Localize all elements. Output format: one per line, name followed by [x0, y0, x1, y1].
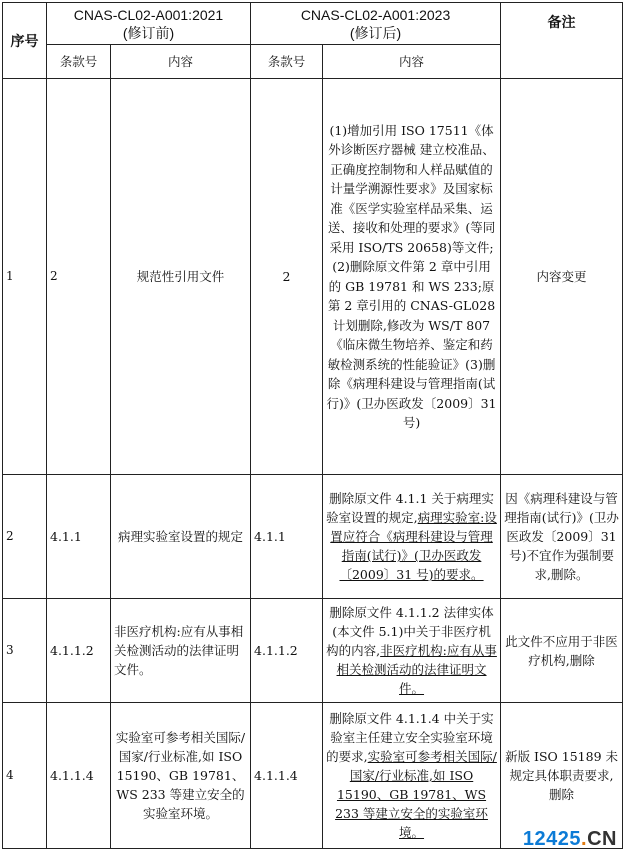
row1-new-clause: 2 — [251, 79, 323, 475]
watermark-suffix: CN — [587, 828, 617, 850]
revision-comparison-table — [2, 2, 623, 849]
row3-new-content — [323, 599, 501, 703]
old-version-title: CNAS-CL02-A001:2021 — [73, 6, 224, 23]
row3-seq: 3 — [3, 599, 47, 703]
row1-old-content: 规范性引用文件 — [111, 79, 251, 475]
row1-new-content: (1)增加引用 ISO 17511《体外诊断医疗器械 建立校准品、正确度控制物和人样品赋值的计量学溯源性要求》及国家标准《医学实验室样品采集、运送、接收和处理的要求》(等同采用 ISO/TS 20658)等文件;(2)删除原文件第 2 章中引用的 GB 19781 和 WS 233;原第 2 章引用的 CNAS-GL028 计划删除,修改为 WS/T 807《临床微生物培养、鉴定和药敏检测系统的性能验证》(3)删除《病理科建设与管理指南(试行)》(卫办医政发〔2009〕31 号) — [323, 79, 501, 475]
watermark-digits: 12425 — [522, 828, 582, 850]
row3-old-content: 非医疗机构:应有从事相关检测活动的法律证明文件。 — [111, 599, 251, 703]
row3-remark: 此文件不应用于非医疗机构,删除 — [501, 599, 623, 703]
watermark-dot: . — [581, 828, 588, 850]
table-row — [3, 599, 623, 703]
row4-old-content: 实验室可参考相关国际/国家/行业标准,如 ISO 15190、GB 19781、WS 233 等建立安全的实验室环境。 — [111, 703, 251, 849]
header-seq: 序号 — [3, 3, 47, 79]
header-new-clause: 条款号 — [251, 45, 323, 79]
table-row — [3, 79, 623, 475]
row4-new-content-plain: 删除原文件 4.1.1.4 中关于实验室主任建立安全实验室环境的要求, — [326, 711, 494, 764]
row2-old-clause: 4.1.1 — [47, 475, 111, 599]
header-old-content: 内容 — [111, 45, 251, 79]
header-old-version — [47, 3, 251, 45]
row4-remark: 新版 ISO 15189 未规定具体职责要求,删除 — [501, 703, 623, 849]
row4-new-content-deleted: 实验室可参考相关国际/国家/行业标准,如 ISO 15190、GB 19781、WS 233 等建立安全的实验室环境。 — [335, 749, 497, 840]
row2-new-content-plain: 删除原文件 4.1.1 关于病理实验室设置的规定, — [326, 491, 494, 525]
row3-new-clause: 4.1.1.2 — [251, 599, 323, 703]
row2-new-clause: 4.1.1 — [251, 475, 323, 599]
row1-seq: 1 — [3, 79, 47, 475]
row1-remark: 内容变更 — [501, 79, 623, 475]
row3-new-content-plain: 删除原文件 4.1.1.2 法律实体(本文件 5.1)中关于非医疗机构的内容, — [326, 605, 494, 658]
row4-new-clause: 4.1.1.4 — [251, 703, 323, 849]
old-version-sub: (修订前) — [122, 24, 175, 41]
header-new-content: 内容 — [323, 45, 501, 79]
row2-seq: 2 — [3, 475, 47, 599]
header-remark: 备注 — [501, 3, 623, 79]
row2-new-content — [323, 475, 501, 599]
row1-old-clause: 2 — [47, 79, 111, 475]
row4-new-content — [323, 703, 501, 849]
row2-old-content: 病理实验室设置的规定 — [111, 475, 251, 599]
row3-new-content-deleted: 非医疗机构:应有从事相关检测活动的法律证明文件。 — [336, 643, 497, 696]
row2-remark: 因《病理科建设与管理指南(试行)》(卫办医政发〔2009〕31 号)不宜作为强制要求,删除。 — [501, 475, 623, 599]
row2-new-content-deleted: 病理实验室:设置应符合《病理科建设与管理指南(试行)》(卫办医政发〔2009〕31 号)的要求。 — [330, 510, 497, 582]
row4-seq: 4 — [3, 703, 47, 849]
new-version-title: CNAS-CL02-A001:2023 — [300, 6, 451, 23]
header-new-version — [251, 3, 501, 45]
row3-old-clause: 4.1.1.2 — [47, 599, 111, 703]
header-old-clause: 条款号 — [47, 45, 111, 79]
new-version-sub: (修订后) — [349, 24, 402, 41]
table-row — [3, 475, 623, 599]
site-watermark — [523, 828, 617, 851]
table-row — [3, 703, 623, 849]
row4-old-clause: 4.1.1.4 — [47, 703, 111, 849]
